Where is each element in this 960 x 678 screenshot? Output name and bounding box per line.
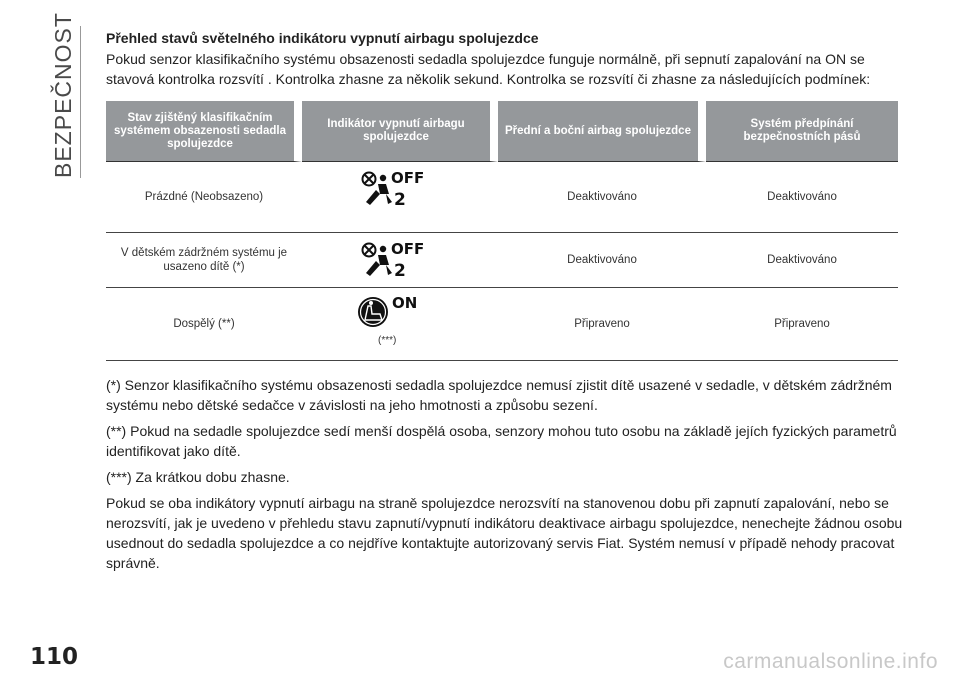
indicator-cell (302, 233, 498, 288)
intro-paragraph: Pokud senzor klasifikačního systému obsazenosti sedadla spolujezdce funguje normálně, při sepnutí zapalování na ON se stavová kontrolka rozsvítí . Kontrolka zhasne za několik sekund. Kontrolka se rozsvítí či zhasne za následujících podmínek: (106, 51, 871, 87)
table-row (106, 233, 898, 288)
note-short-time: (***) Za krátkou dobu zhasne. (106, 469, 290, 485)
indicator-cell (302, 288, 498, 361)
indicator-footnote: (***) (378, 335, 397, 346)
page-number: 110 (30, 644, 79, 670)
watermark: carmanualsonline.info (723, 650, 938, 673)
note-warning: Pokud se oba indikátory vypnutí airbagu na straně spolujezdce nerozsvítí na stanovenou dobu při zapnutí zapalování, nebo se nerozsvítí, jak je uvedeno v přehledu stavu zapnutí/vypnutí indikátoru deaktivace airbagu spolujezdce, nenechejte žádnou osobu usednout do sedadla spolujezdce a co nejdříve kontaktujte autorizovaný servis Fiat. Systém nemusí v případě nehody pracovat správně. (106, 495, 903, 571)
state-cell: Dospělý (**) (106, 288, 302, 361)
note-small-adult: (**) Pokud na sedadle spolujezdce sedí menší dospělá osoba, senzory mohou tuto osobu na základě jejích fyzických parametrů identifikovat jako dítě. (106, 423, 897, 459)
pretensioner-cell: Deaktivováno (706, 162, 898, 233)
header-airbag: Přední a boční airbag spolujezdce (498, 101, 706, 162)
icon-number-label: 2 (394, 190, 406, 208)
page-heading: Přehled stavů světelného indikátoru vypnutí airbagu spolujezdce (106, 30, 539, 46)
airbag-cell: Připraveno (498, 288, 706, 361)
icon-number-label: 2 (394, 261, 406, 279)
indicator-cell (302, 162, 498, 233)
note-child: (*) Senzor klasifikačního systému obsazenosti sedadla spolujezdce nemusí zjistit dítě usazené v sedadle, v dětském zádržném systému nebo dětské sedačce v závislosti na jeho hmotnosti a způsobu sezení. (106, 377, 892, 413)
state-cell: V dětském zádržném systému je usazeno dítě (*) (106, 233, 302, 288)
state-cell: Prázdné (Neobsazeno) (106, 162, 302, 233)
main-content (106, 30, 906, 579)
airbag-cell: Deaktivováno (498, 162, 706, 233)
table-header-row (106, 101, 898, 162)
header-pretensioner: Systém předpínání bezpečnostních pásů (706, 101, 898, 162)
notes-section (106, 375, 906, 573)
pretensioner-cell: Připraveno (706, 288, 898, 361)
airbag-off-icon (356, 239, 426, 283)
table-row (106, 288, 898, 361)
icon-on-label: ON (392, 294, 418, 312)
indicator-status-table (106, 101, 898, 361)
airbag-cell: Deaktivováno (498, 233, 706, 288)
icon-off-label: OFF (391, 240, 425, 258)
section-divider (80, 26, 81, 178)
airbag-off-icon (356, 168, 426, 212)
icon-off-label: OFF (391, 169, 425, 187)
airbag-on-icon (356, 294, 426, 334)
table-row (106, 162, 898, 233)
section-title: BEZPEČNOST (50, 12, 76, 178)
header-indicator: Indikátor vypnutí airbagu spolujezdce (302, 101, 498, 162)
header-state: Stav zjištěný klasifikačním systémem obsazenosti sedadla spolujezdce (106, 101, 302, 162)
pretensioner-cell: Deaktivováno (706, 233, 898, 288)
